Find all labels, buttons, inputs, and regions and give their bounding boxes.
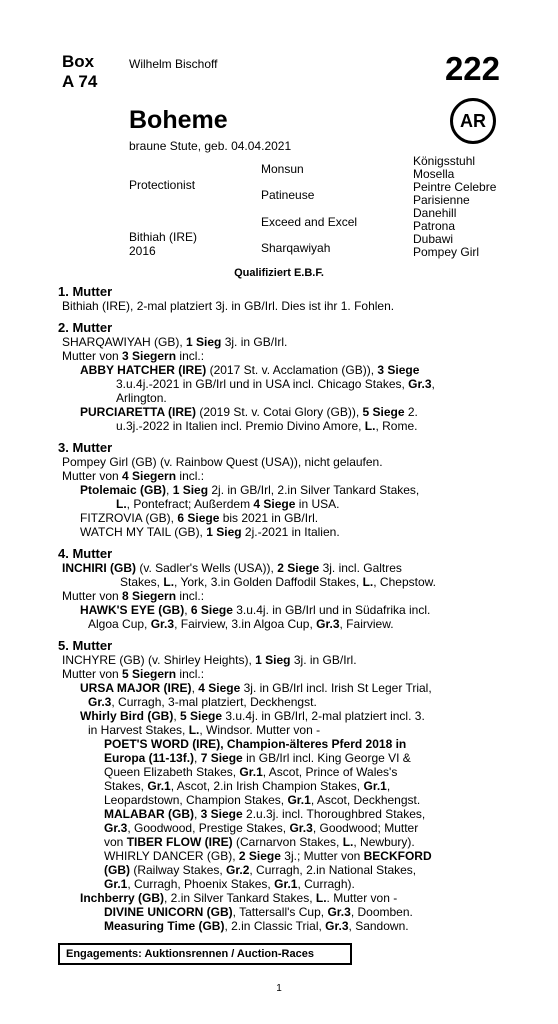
pedigree-dam-year: 2016	[129, 244, 156, 258]
progeny-entry: PURCIARETTA (IRE) (2019 St. v. Cotai Glory (GB)), 5 Siege 2. u.3j.-2022 in Italien incl. Premio Divino Amore, L., Rome.	[80, 405, 418, 433]
pedigree-dam	[129, 230, 197, 258]
section-1-mutter	[58, 284, 508, 313]
section-line: Bithiah (IRE), 2-mal platziert 3j. in GB/Irl. Dies ist ihr 1. Fohlen.	[62, 299, 395, 313]
qualification-note: Qualifiziert E.B.F.	[234, 267, 324, 279]
section-title: 3. Mutter	[58, 440, 113, 455]
section-line: Stakes, L., York, 3.in Golden Daffodil Stakes, L., Chepstow.	[120, 575, 436, 589]
pedigree-gen3	[413, 155, 496, 259]
pedigree-dam-dam: Sharqawiyah	[261, 241, 331, 255]
gen3-item: Königsstuhl	[413, 154, 476, 168]
progeny-entry: ABBY HATCHER (IRE) (2017 St. v. Acclamation (GB)), 3 Siege 3.u.4j.-2021 in GB/Irl und in USA incl. Chicago Stakes, Gr.3, Arlington.	[80, 363, 435, 405]
section-line: INCHIRI (GB) (v. Sadler's Wells (USA)), 2 Siege 3j. incl. Galtres	[62, 561, 402, 575]
gen3-item: Danehill	[413, 206, 457, 220]
section-line: Mutter von 4 Siegern incl.:	[62, 469, 205, 483]
horse-description: braune Stute, geb. 04.04.2021	[129, 139, 292, 153]
progeny-entry: Ptolemaic (GB), 1 Sieg 2j. in GB/Irl, 2.in Silver Tankard Stakes, L., Pontefract; Außerdem 4 Siege in USA. FITZROVIA (GB), 6 Siege bis 2021 in GB/Irl. WATCH MY TAIL (GB), 1 Sieg 2j.-2021 in Italien.	[80, 483, 420, 539]
pedigree-sire-sire: Monsun	[261, 162, 304, 176]
breeder-name: Wilhelm Bischoff	[129, 57, 218, 71]
pedigree-dam-name: Bithiah (IRE)	[129, 230, 198, 244]
section-3-mutter	[58, 440, 508, 539]
page-number: 1	[276, 983, 282, 994]
section-4-mutter	[58, 546, 508, 631]
progeny-subentry: POET'S WORD (IRE), Champion-älteres Pferd 2018 in Europa (11-13f.), 7 Siege in GB/Irl incl. King George VI & Queen Elizabeth Stakes, Gr.1, Ascot, Prince of Wales's Stakes, Gr.1, Ascot, 2.in Irish Champion Stakes, Gr.1, Leopardstown, Champion Stakes, Gr.1, Ascot, Deckhengst. MALABAR (GB), 3 Siege 2.u.3j. incl. Thoroughbred Stakes, Gr.3, Goodwood, Prestige Stakes, Gr.3, Goodwood; Mutter von TIBER FLOW (IRE) (Carnarvon Stakes, L., Newbury). WHIRLY DANCER (GB), 2 Siege 3j.; Mutter von BECKFORD (GB) (Railway Stakes, Gr.2, Curragh, 2.in National Stakes, Gr.1, Curragh, Phoenix Stakes, Gr.1, Curragh).	[104, 737, 432, 891]
pedigree-sire: Protectionist	[129, 178, 196, 192]
section-title: 5. Mutter	[58, 638, 113, 653]
badge-text: AR	[460, 110, 486, 131]
gen3-item: Mosella	[413, 167, 455, 181]
progeny-entry: URSA MAJOR (IRE), 4 Siege 3j. in GB/Irl incl. Irish St Leger Trial, Gr.3, Curragh, 3-mal platziert, Deckhengst. Whirly Bird (GB), 5 Siege 3.u.4j. in GB/Irl, 2-mal platziert incl. 3. in Harvest Stakes, L., Windsor. Mutter von -	[80, 681, 432, 737]
dam-line-content	[58, 284, 508, 933]
lot-number: 222	[444, 50, 500, 87]
box-label	[62, 52, 97, 92]
box-line2: A 74	[62, 72, 98, 91]
pedigree-dam-sire: Exceed and Excel	[261, 215, 358, 229]
section-2-mutter	[58, 320, 508, 433]
section-line: Pompey Girl (GB) (v. Rainbow Quest (USA)), nicht gelaufen.	[62, 455, 383, 469]
progeny-entry: Inchberry (GB), 2.in Silver Tankard Stakes, L.. Mutter von - DIVINE UNICORN (GB), Tattersall's Cup, Gr.3, Doomben. Measuring Time (GB), 2.in Classic Trial, Gr.3, Sandown.	[80, 891, 413, 933]
section-5-mutter	[58, 638, 508, 933]
section-title: 1. Mutter	[58, 284, 113, 299]
section-title: 2. Mutter	[58, 320, 113, 335]
progeny-entry: HAWK'S EYE (GB), 6 Siege 3.u.4j. in GB/Irl und in Südafrika incl. Algoa Cup, Gr.3, Fairview, 3.in Algoa Cup, Gr.3, Fairview.	[80, 603, 431, 631]
section-line: Mutter von 3 Siegern incl.:	[62, 349, 205, 363]
section-line: SHARQAWIYAH (GB), 1 Sieg 3j. in GB/Irl.	[62, 335, 288, 349]
section-line: Mutter von 8 Siegern incl.:	[62, 589, 205, 603]
box-line1: Box	[62, 52, 95, 71]
section-line: INCHYRE (GB) (v. Shirley Heights), 1 Sieg 3j. in GB/Irl.	[62, 653, 357, 667]
section-line: Mutter von 5 Siegern incl.:	[62, 667, 205, 681]
gen3-item: Dubawi	[413, 232, 454, 246]
section-title: 4. Mutter	[58, 546, 113, 561]
horse-name: Boheme	[129, 106, 228, 134]
gen3-item: Parisienne	[413, 193, 470, 207]
gen3-item: Pompey Girl	[413, 245, 480, 259]
ar-badge-icon	[450, 98, 496, 144]
engagements-box: Engagements: Auktionsrennen / Auction-Races	[58, 943, 352, 965]
gen3-item: Patrona	[413, 219, 456, 233]
gen3-item: Peintre Celebre	[413, 180, 497, 194]
pedigree-sire-dam: Patineuse	[261, 188, 315, 202]
